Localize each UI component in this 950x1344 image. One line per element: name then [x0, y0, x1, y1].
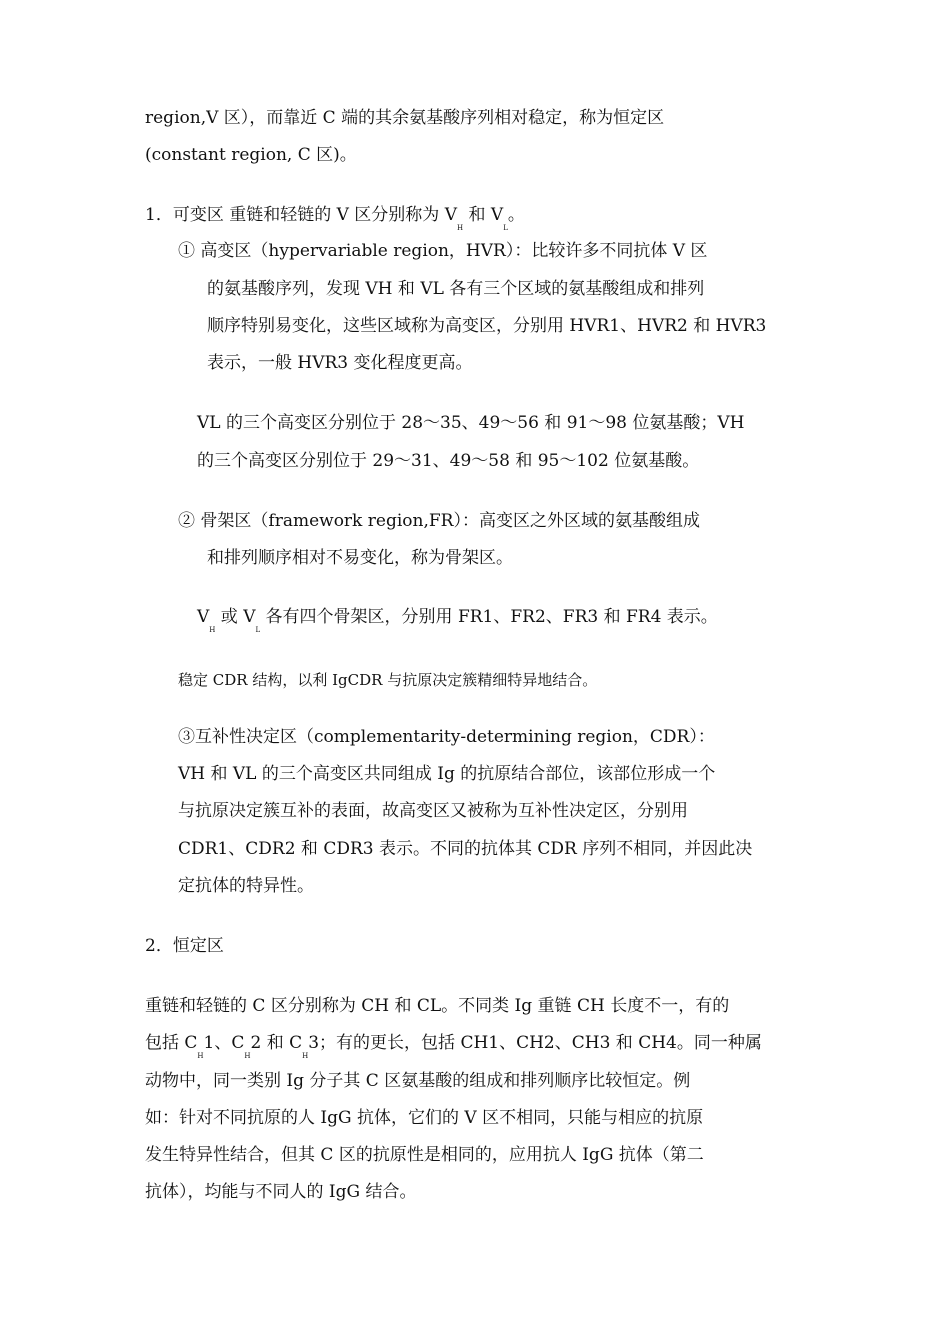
- fr-note-text: 或 V: [215, 607, 256, 627]
- constant-line: [145, 1031, 762, 1060]
- item-2-line: 和排列顺序相对不易变化，称为骨架区。: [207, 548, 513, 568]
- item-2-line: ② 骨架区（framework region,FR）：高变区之外区域的氨基酸组成: [178, 511, 700, 531]
- fr-note-text: 各有四个骨架区，分别用 FR1、FR2、FR3 和 FR4 表示。: [260, 607, 718, 627]
- constant-text: 包括 C: [145, 1033, 198, 1053]
- subscript-h: H: [197, 1052, 204, 1060]
- item-1-line: 的氨基酸序列，发现 VH 和 VL 各有三个区域的氨基酸组成和排列: [207, 279, 705, 299]
- constant-text: 1、C: [203, 1033, 245, 1053]
- item-1-line: 表示，一般 HVR3 变化程度更高。: [207, 353, 473, 373]
- item-3-line: ③互补性决定区（complementarity-determining region，CDR）：: [178, 727, 715, 747]
- section-1-text: 和 V: [463, 205, 504, 225]
- constant-text: 2 和 C: [250, 1033, 303, 1053]
- section-1-text: 。: [507, 205, 525, 225]
- constant-line: 发生特异性结合，但其 C 区的抗原性是相同的，应用抗人 IgG 抗体（第二: [145, 1145, 704, 1165]
- constant-text: 3；有的更长，包括 CH1、CH2、CH3 和 CH4。同一种属: [308, 1033, 762, 1053]
- subscript-l: L: [503, 224, 508, 232]
- item-3-line: 定抗体的特异性。: [178, 876, 314, 896]
- subscript-l: L: [255, 626, 261, 634]
- subscript-h: H: [302, 1052, 309, 1060]
- intro-line-2: (constant region, C 区)。: [145, 145, 357, 165]
- subscript-h: H: [209, 626, 216, 634]
- section-1-heading: [145, 203, 525, 232]
- intro-line-1: region,V 区），而靠近 C 端的其余氨基酸序列相对稳定，称为恒定区: [145, 108, 665, 128]
- section-2-heading: 2．恒定区: [145, 936, 224, 956]
- fr-note-text: V: [197, 607, 210, 627]
- item-1-line: 顺序特别易变化，这些区域称为高变区，分别用 HVR1、HVR2 和 HVR3: [207, 316, 767, 336]
- item-1-line: ① 高变区（hypervariable region，HVR）：比较许多不同抗体 V 区: [178, 241, 708, 261]
- fr-note: [197, 605, 718, 634]
- vl-note-line: VL 的三个高变区分别位于 28～35、49～56 和 91～98 位氨基酸；VH: [197, 413, 745, 433]
- constant-line: 动物中，同一类别 Ig 分子其 C 区氨基酸的组成和排列顺序比较恒定。例: [145, 1071, 691, 1091]
- constant-line: 如：针对不同抗原的人 IgG 抗体，它们的 V 区不相同，只能与相应的抗原: [145, 1108, 704, 1128]
- subscript-h: H: [456, 224, 464, 232]
- section-1-text: 1．可变区 重链和轻链的 V 区分别称为 V: [145, 205, 457, 225]
- item-3-line: CDR1、CDR2 和 CDR3 表示。不同的抗体其 CDR 序列不相同，并因此决: [178, 839, 753, 859]
- vl-note-line: 的三个高变区分别位于 29～31、49～58 和 95～102 位氨基酸。: [197, 451, 700, 471]
- constant-line: 重链和轻链的 C 区分别称为 CH 和 CL。不同类 Ig 重链 CH 长度不一，有的: [145, 996, 730, 1016]
- item-3-line: 与抗原决定簇互补的表面，故高变区又被称为互补性决定区，分别用: [178, 801, 688, 821]
- item-3-line: VH 和 VL 的三个高变区共同组成 Ig 的抗原结合部位，该部位形成一个: [178, 764, 716, 784]
- constant-line: 抗体），均能与不同人的 IgG 结合。: [145, 1182, 417, 1202]
- cdr-note: 稳定 CDR 结构，以利 IgCDR 与抗原决定簇精细特异地结合。: [178, 671, 598, 689]
- subscript-h: H: [244, 1052, 251, 1060]
